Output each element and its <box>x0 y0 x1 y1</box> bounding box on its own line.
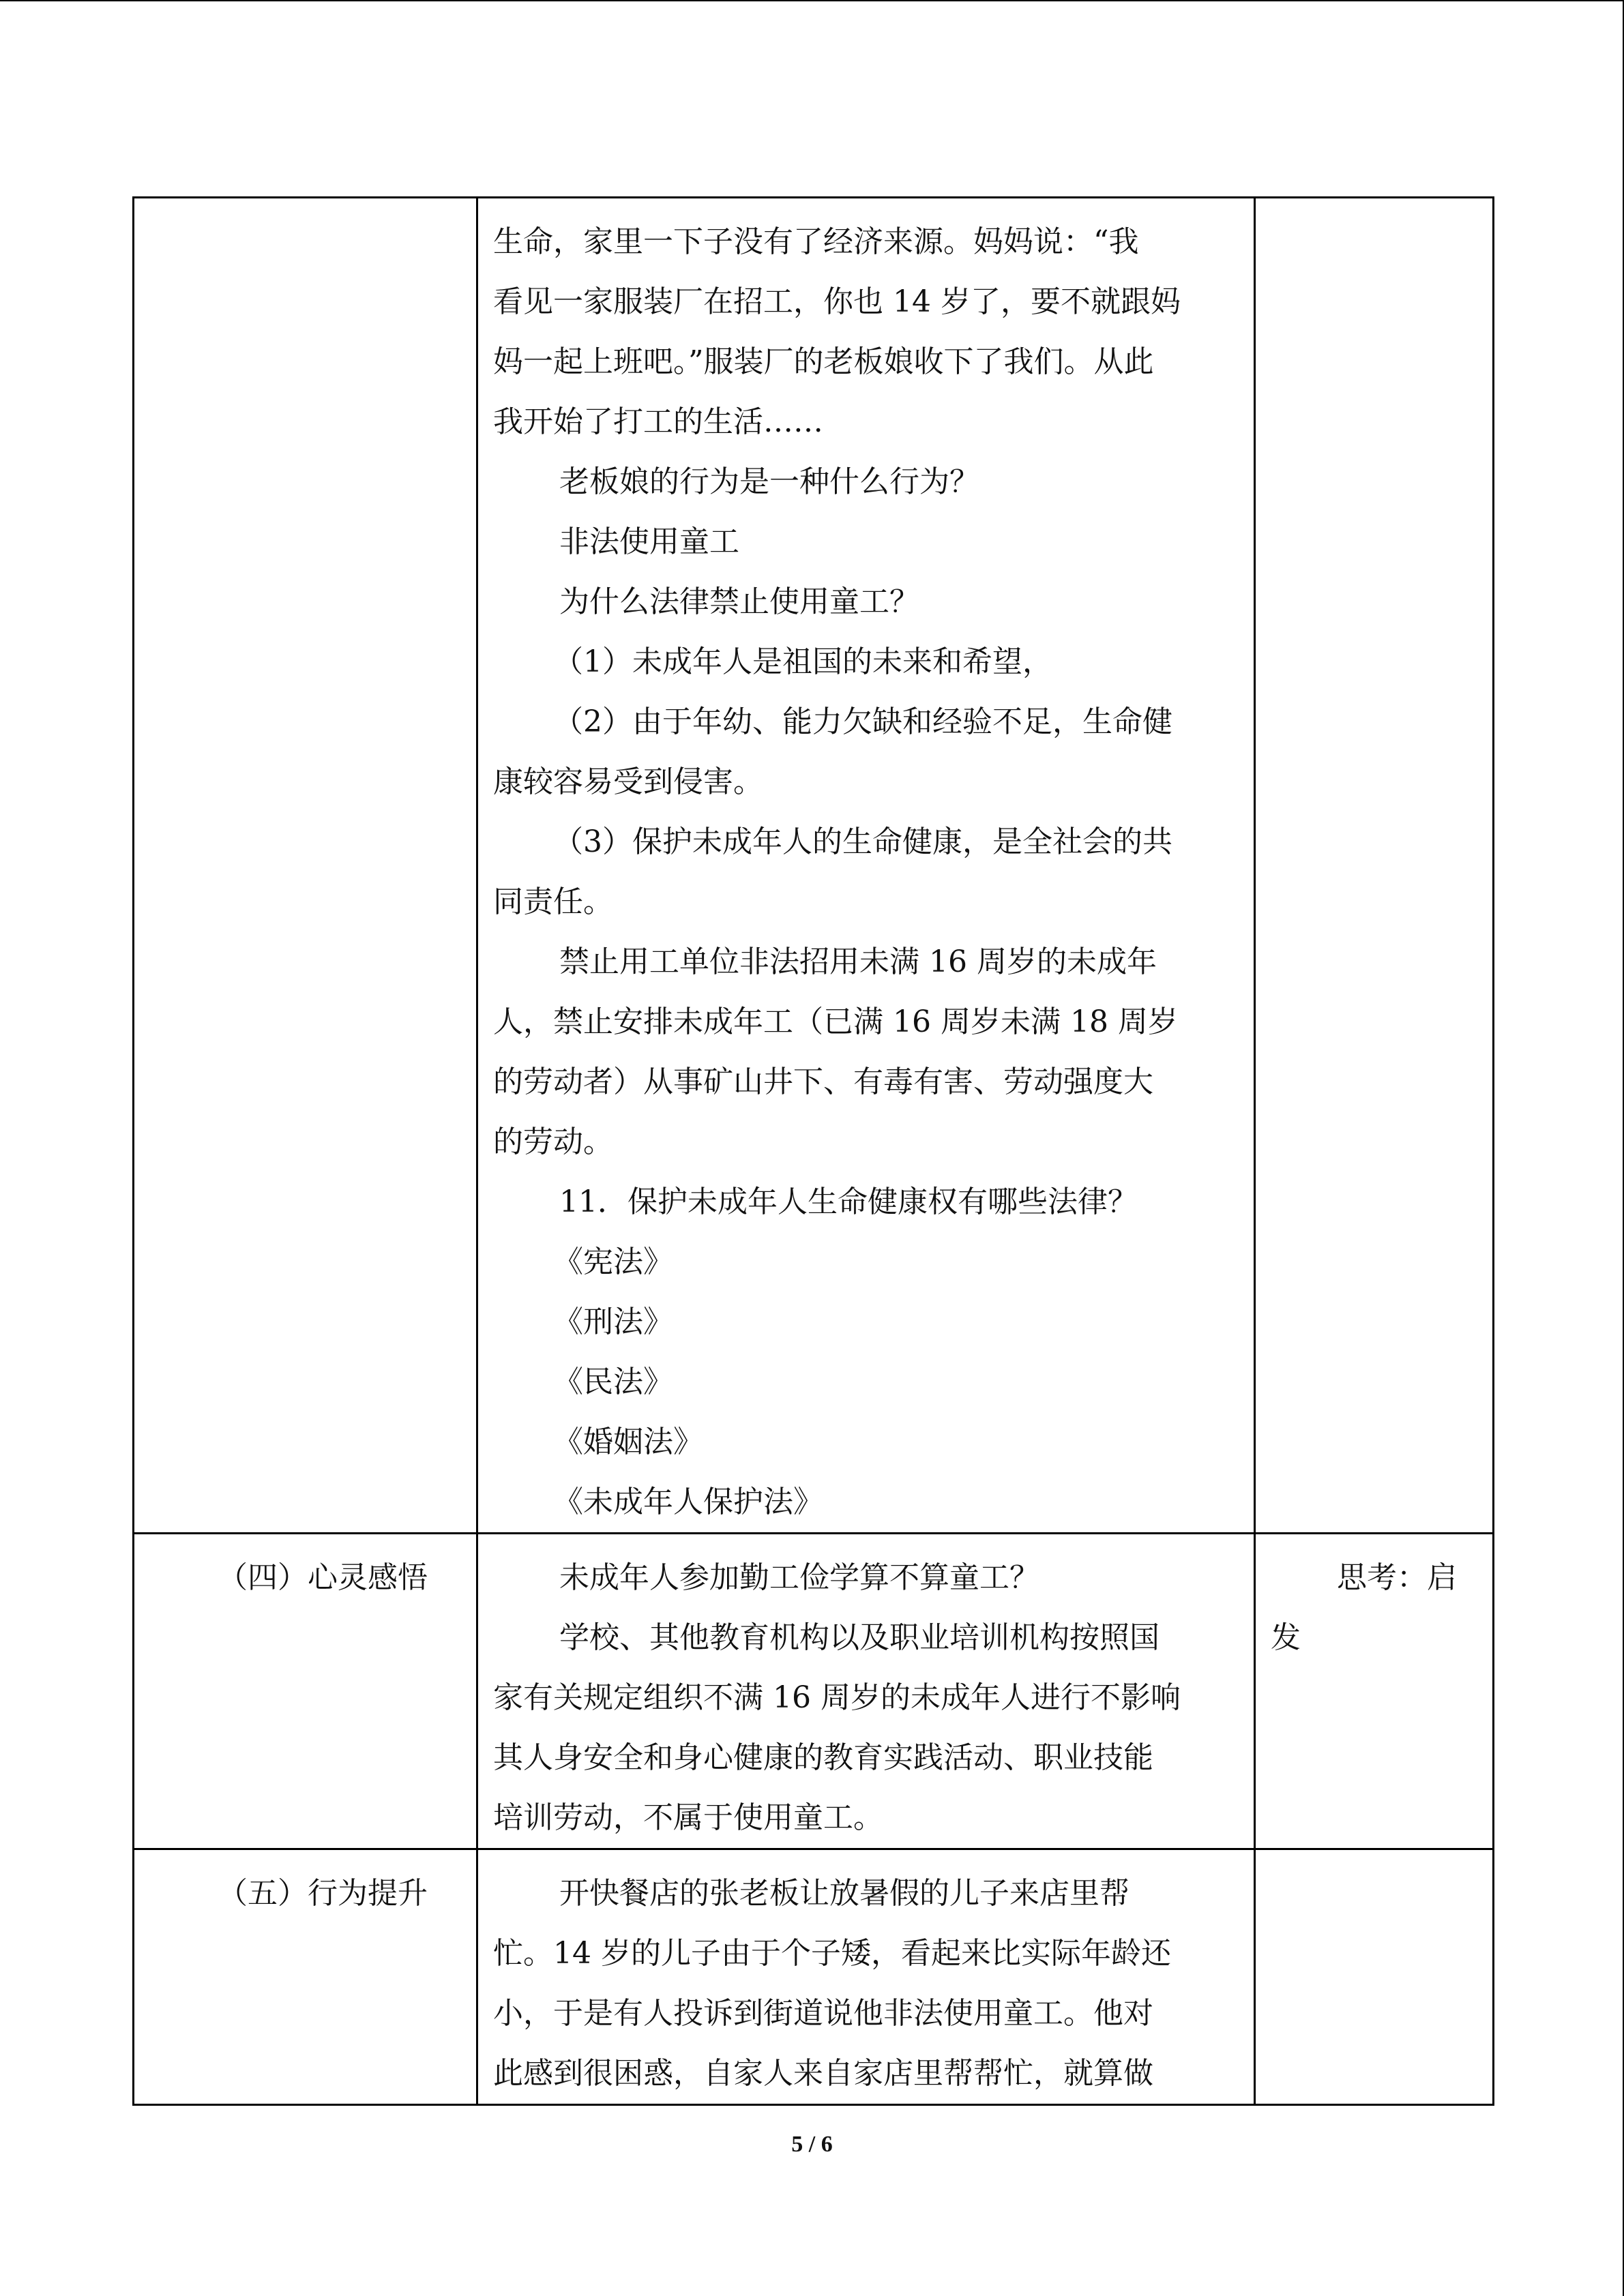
content-line: 《宪法》 <box>553 1244 673 1279</box>
table-row <box>134 1849 1494 2105</box>
stage-cell <box>134 1534 477 1849</box>
content-line: （1）未成年人是祖国的未来和希望， <box>553 644 1052 679</box>
content-line: （3）保护未成年人的生命健康，是全社会的共 <box>553 824 1172 859</box>
lesson-plan-table <box>132 196 1494 2106</box>
note-cell <box>1255 1534 1494 1849</box>
stage-label: （五）行为提升 <box>218 1876 428 1911</box>
content-line: 妈一起上班吧。”服装厂的老板娘收下了我们。从此 <box>493 344 1154 379</box>
content-line: 禁止用工单位非法招用未满 16 周岁的未成年 <box>559 944 1157 979</box>
content-line: 《民法》 <box>553 1365 673 1399</box>
method-note <box>1256 1534 1492 1668</box>
content-line: 非法使用童工 <box>559 524 739 559</box>
content-cell <box>477 1849 1255 2105</box>
content-cell <box>477 1534 1255 1849</box>
content-line: 《婚姻法》 <box>553 1425 703 1459</box>
content-line: 人，禁止安排未成年工（已满 16 周岁未满 18 周岁 <box>493 1004 1178 1039</box>
content-line: 的劳动。 <box>493 1124 613 1159</box>
content-line: 培训劳动，不属于使用童工。 <box>493 1800 883 1835</box>
method-note-line: 发 <box>1271 1620 1301 1655</box>
content-line: 康较容易受到侵害。 <box>493 764 763 799</box>
content-line: （2）由于年幼、能力欠缺和经验不足，生命健 <box>553 704 1172 739</box>
content-line: 此感到很困惑，自家人来自家店里帮帮忙，就算做 <box>493 2056 1153 2091</box>
content-cell <box>477 198 1255 1534</box>
note-cell <box>1255 198 1494 1534</box>
content-line: 学校、其他教育机构以及职业培训机构按照国 <box>559 1620 1160 1655</box>
stage-cell <box>134 1849 477 2105</box>
content-line: 我开始了打工的生活…… <box>493 404 823 439</box>
content-line: 开快餐店的张老板让放暑假的儿子来店里帮 <box>559 1876 1130 1911</box>
content-line: 家有关规定组织不满 16 周岁的未成年人进行不影响 <box>493 1680 1181 1715</box>
content-line: 生命，家里一下子没有了经济来源。妈妈说：“我 <box>493 224 1139 259</box>
content-line: 《未成年人保护法》 <box>553 1485 823 1519</box>
content-line: 小，于是有人投诉到街道说他非法使用童工。他对 <box>493 1996 1153 2031</box>
content-line: 同责任。 <box>493 884 613 919</box>
content-line: 未成年人参加勤工俭学算不算童工？ <box>559 1560 1039 1595</box>
page-number: 5 / 6 <box>791 2132 833 2157</box>
content-line: 其人身安全和身心健康的教育实践活动、职业技能 <box>493 1740 1153 1775</box>
table-row <box>134 198 1494 1534</box>
content-line: 老板娘的行为是一种什么行为？ <box>559 464 979 499</box>
table-row <box>134 1534 1494 1849</box>
content-line: 忙。14 岁的儿子由于个子矮，看起来比实际年龄还 <box>493 1936 1171 1971</box>
stage-cell <box>134 198 477 1534</box>
content-line: 11．保护未成年人生命健康权有哪些法律？ <box>559 1184 1138 1219</box>
note-cell <box>1255 1849 1494 2105</box>
stage-label: （四）心灵感悟 <box>218 1560 428 1595</box>
content-line: 的劳动者）从事矿山井下、有毒有害、劳动强度大 <box>493 1064 1153 1099</box>
content-line: 《刑法》 <box>553 1304 673 1339</box>
content-line: 看见一家服装厂在招工，你也 14 岁了，要不就跟妈 <box>493 284 1181 319</box>
method-note-line: 思考：启 <box>1337 1560 1457 1595</box>
content-line: 为什么法律禁止使用童工？ <box>559 584 919 619</box>
